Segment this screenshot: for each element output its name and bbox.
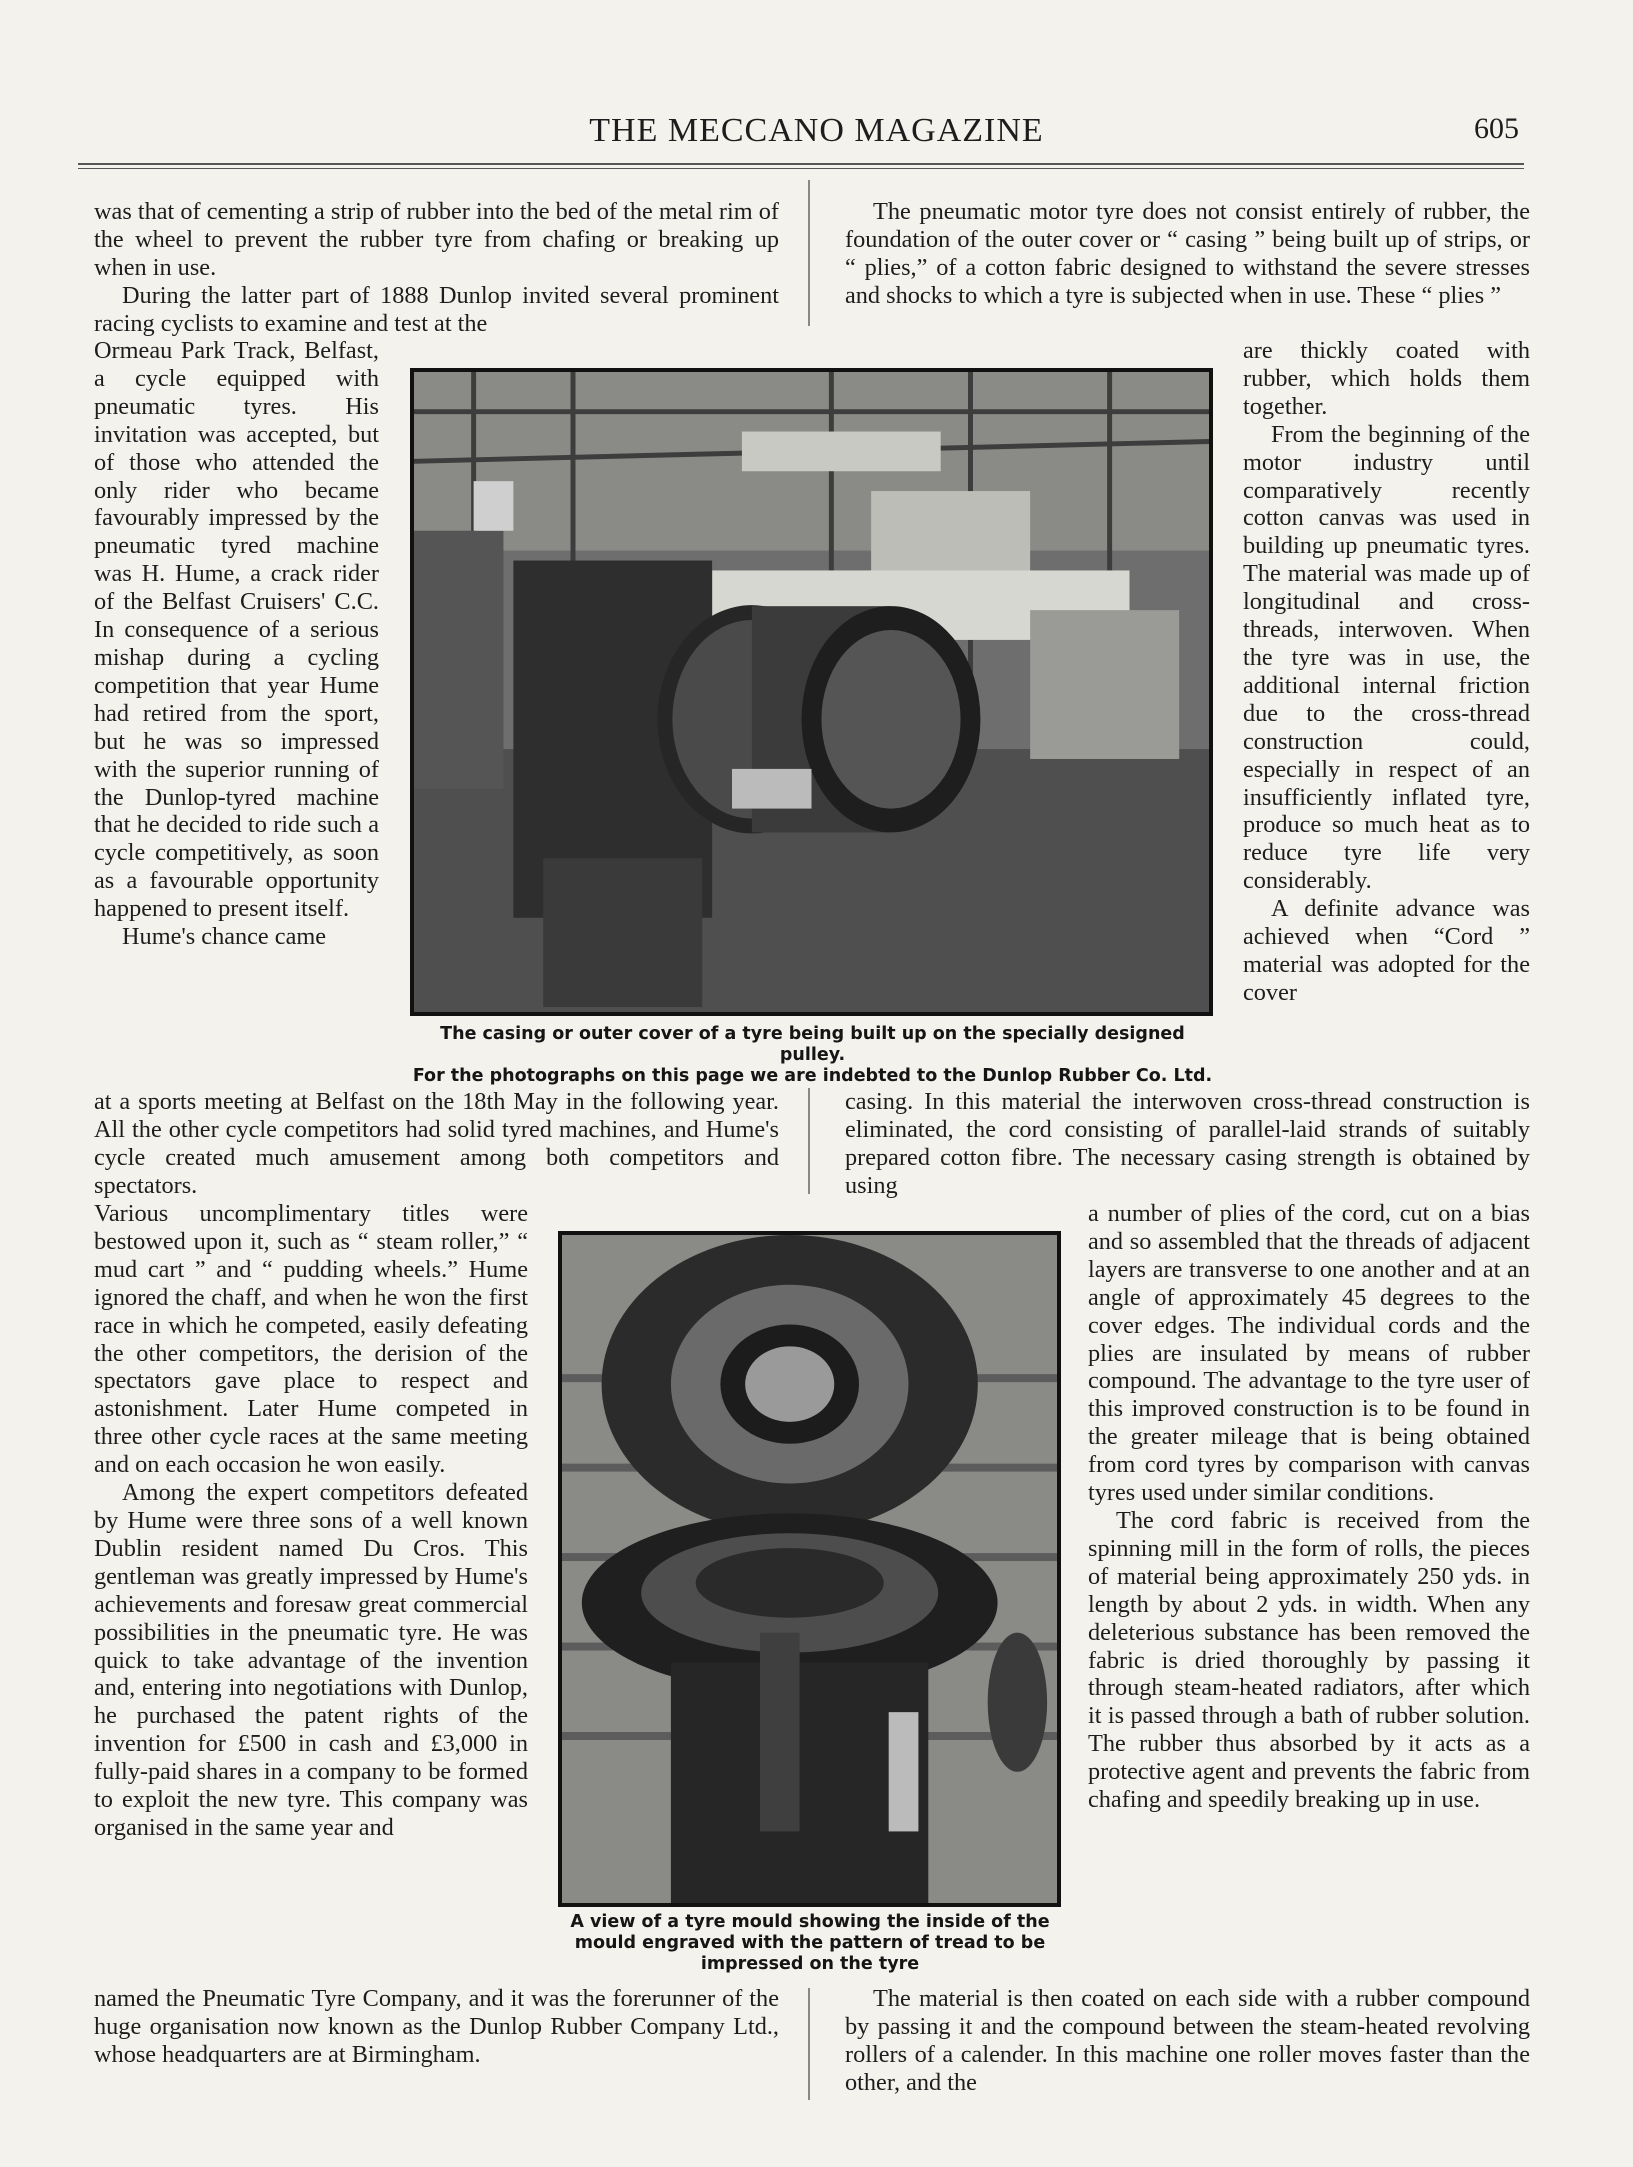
column-divider-middle	[808, 1088, 810, 1194]
header-rule-thin	[78, 168, 1524, 169]
top-photo-caption	[405, 1024, 1220, 1087]
paragraph: Hume's chance came	[122, 923, 327, 951]
caption-line: For the photographs on this page we are indebted to the Dunlop Rubber Co. Ltd.	[412, 1066, 1213, 1086]
left-column-middle	[94, 1088, 779, 1200]
column-divider-top	[808, 180, 810, 326]
paragraph: Ormeau Park Track, Belfast, a cycle equipped with pneumatic tyres. His invitation was accepted, but of those who attended the only rider who became favourably impressed by the pneumatic tyred machine was H. Hume, a crack rider of the Belfast Cruisers' C.C. In consequence of a serious mishap during a cycling competition that year Hume had retired from the sport, but he was so impressed with the superior running of the Dunlop-tyred machine that he decided to ride such a cycle competitively, as soon as a favourable opportunity happened to present itself.	[94, 337, 379, 923]
left-column-lower	[94, 1200, 528, 1842]
caption-line: The casing or outer cover of a tyre being built up on the specially designed pulley.	[440, 1024, 1185, 1065]
page-number: 605	[1474, 112, 1519, 145]
right-column-top	[845, 198, 1530, 310]
paragraph: casing. In this material the interwoven cross-thread construction is eliminated, the cord consisting of parallel-laid strands of suitably prepared cotton fibre. The necessary casing strength is obtained by using	[845, 1088, 1530, 1199]
paragraph: A definite advance was achieved when “Cord ” material was adopted for the cover	[1243, 895, 1530, 1006]
paragraph: at a sports meeting at Belfast on the 18th May in the following year. All the other cycle competitors had solid tyred machines, and Hume's cycle created much amusement among both competitors and spectators.	[94, 1088, 779, 1199]
column-divider-bottom	[808, 1988, 810, 2100]
paragraph: The material is then coated on each side with a rubber compound by passing it and the compound between the steam-heated revolving rollers of a calender. In this machine one roller moves faster than the other, and the	[845, 1985, 1530, 2096]
right-column-lower	[1088, 1200, 1530, 1814]
tyre-mould-photo	[558, 1231, 1061, 1907]
right-column-narrow	[1243, 337, 1530, 1007]
left-column-top	[94, 198, 779, 338]
paragraph: Among the expert competitors defeated by Hume were three sons of a well known Dublin resident named Du Cros. This gentleman was greatly impressed by Hume's achievements and foresaw great commercial possibilities in the pneumatic tyre. He was quick to take advantage of the invention and, entering into negotiations with Dunlop, he purchased the patent rights of the invention for £500 in cash and £3,000 in fully-paid shares in a company to be formed to exploit the new tyre. This company was organised in the same year and	[94, 1479, 528, 1841]
bottom-photo-caption: A view of a tyre mould showing the inside of the mould engraved with the pattern of tread to be impressed on the tyre	[570, 1912, 1050, 1974]
tyre-building-photo-image	[414, 372, 1209, 1012]
left-column-bottom	[94, 1985, 779, 2069]
paragraph: are thickly coated with rubber, which holds them together.	[1243, 337, 1530, 420]
paragraph: During the latter part of 1888 Dunlop invited several prominent racing cyclists to examine and test at the	[94, 281, 779, 337]
paragraph: The pneumatic motor tyre does not consist entirely of rubber, the foundation of the outer cover or “ casing ” being built up of strips, or “ plies,” of a cotton fabric designed to withstand the severe stresses and shocks to which a tyre is subjected when in use. These “ plies ”	[845, 198, 1530, 309]
paragraph: named the Pneumatic Tyre Company, and it was the forerunner of the huge organisation now known as the Dunlop Rubber Company Ltd., whose headquarters are at Birmingham.	[94, 1985, 779, 2068]
paragraph: a number of plies of the cord, cut on a bias and so assembled that the threads of adjacent layers are transverse to one another and at an angle of approximately 45 degrees to the cover edges. The individual cords and the plies are insulated by means of rubber compound. The advantage to the tyre user of this improved construction is to be found in the greater mileage that is being obtained from cord tyres by comparison with canvas tyres used under similar conditions.	[1088, 1200, 1530, 1507]
header-rule	[78, 163, 1524, 165]
tyre-mould-photo-image	[562, 1235, 1057, 1903]
paragraph: was that of cementing a strip of rubber into the bed of the metal rim of the wheel to prevent the rubber tyre from chafing or breaking up when in use.	[94, 198, 779, 281]
paragraph: The cord fabric is received from the spinning mill in the form of rolls, the pieces of material being approximately 250 yds. in length by about 2 yds. in width. When any deleterious substance has been removed the fabric is dried thoroughly by passing it through steam-heated radiators, after which it is passed through a bath of rubber solution. The rubber thus absorbed by it acts as a protective agent and prevents the fabric from chafing and speedily breaking up in use.	[1088, 1506, 1530, 1814]
left-column-narrow	[94, 337, 379, 951]
tyre-building-photo	[410, 368, 1213, 1016]
right-column-middle	[845, 1088, 1530, 1200]
paragraph: Various uncomplimentary titles were bestowed upon it, such as “ steam roller,” “ mud cart ” and “ pudding wheels.” Hume ignored the chaff, and when he won the first race in which he competed, easily defeating the other competitors, the derision of the spectators gave place to respect and astonishment. Later Hume competed in three other cycle races at the same meeting and on each occasion he won easily.	[94, 1200, 528, 1479]
paragraph: From the beginning of the motor industry until comparatively recently cotton canvas was used in building up pneumatic tyres. The material was made up of longitudinal and cross-threads, interwoven. When the tyre was in use, the additional internal friction due to the cross-thread construction could, especially in respect of an insufficiently inflated tyre, produce so much heat as to reduce tyre life very considerably.	[1243, 420, 1530, 895]
right-column-bottom	[845, 1985, 1530, 2097]
magazine-title: THE MECCANO MAGAZINE	[589, 112, 1044, 149]
